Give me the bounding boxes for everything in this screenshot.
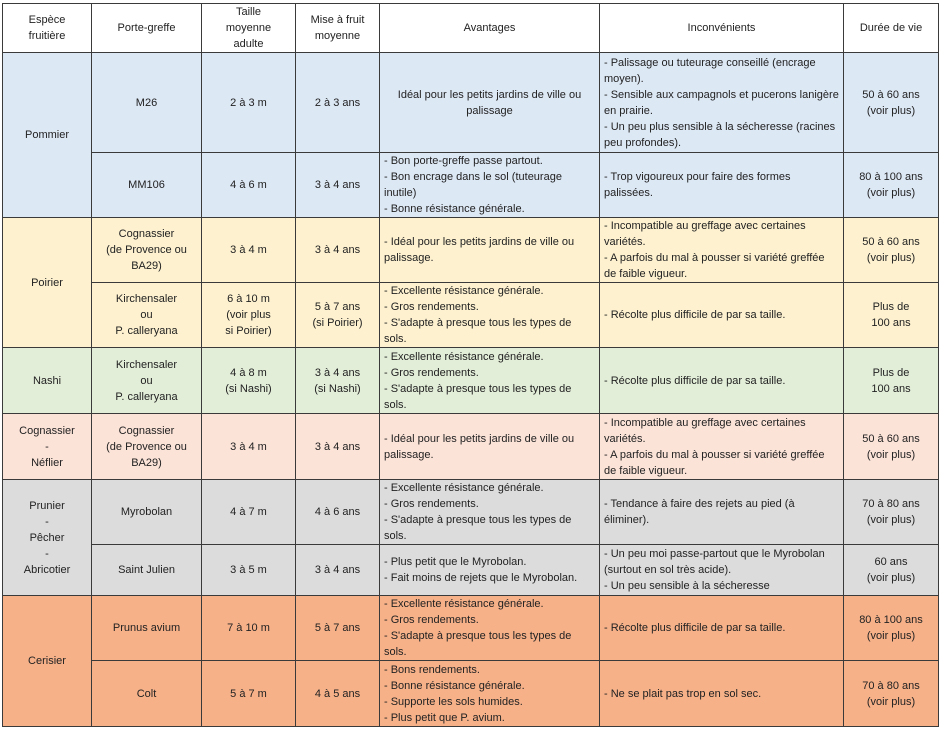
fruiting-cell: 3 à 4 ans (si Nashi) bbox=[296, 348, 380, 414]
advantage-item: - Supporte les sols humides. bbox=[384, 695, 523, 708]
disadvantages-cell bbox=[600, 53, 844, 153]
table-row bbox=[3, 480, 939, 545]
advantage-item: - Excellente résistance générale. bbox=[384, 350, 544, 363]
disadvantage-item: - Un peu sensible à la sécheresse bbox=[604, 580, 770, 592]
fruiting-cell: 4 à 5 ans bbox=[296, 661, 380, 727]
rootstock-cell: M26 bbox=[92, 53, 202, 153]
disadvantage-item: - Récolte plus difficile de par sa taille. bbox=[604, 309, 786, 321]
advantages-cell bbox=[380, 283, 600, 348]
size-cell: 5 à 7 m bbox=[202, 661, 296, 727]
disadvantages-cell bbox=[600, 545, 844, 596]
advantage-item: - Plus petit que le Myrobolan. bbox=[384, 556, 527, 568]
rootstock-cell: Kirchensaler ou P. calleryana bbox=[92, 283, 202, 348]
advantage-item: - Bon encrage dans le sol (tuteurage inutile) bbox=[384, 171, 562, 199]
advantages-cell bbox=[380, 218, 600, 283]
table-row bbox=[3, 153, 939, 218]
disadvantage-item: - Sensible aux campagnols et pucerons lanigère en prairie. bbox=[604, 88, 839, 117]
table-row bbox=[3, 414, 939, 480]
header-fruiting: Mise à fruit moyenne bbox=[296, 4, 380, 53]
advantages-cell bbox=[380, 348, 600, 414]
header-lifespan: Durée de vie bbox=[844, 4, 939, 53]
species-cell: Poirier bbox=[3, 218, 92, 348]
size-cell: 4 à 6 m bbox=[202, 153, 296, 218]
lifespan-cell: 80 à 100 ans (voir plus) bbox=[844, 153, 939, 218]
size-cell: 7 à 10 m bbox=[202, 596, 296, 661]
lifespan-cell: 50 à 60 ans (voir plus) bbox=[844, 53, 939, 153]
table-row bbox=[3, 545, 939, 596]
disadvantage-item: - A parfois du mal à pousser si variété greffée de faible vigueur. bbox=[604, 252, 825, 280]
advantage-item: - Bonne résistance générale. bbox=[384, 679, 525, 692]
lifespan-cell: Plus de 100 ans bbox=[844, 283, 939, 348]
disadvantages-cell bbox=[600, 283, 844, 348]
disadvantage-item: - Incompatible au greffage avec certaines variétés. bbox=[604, 416, 806, 445]
advantage-item: - Gros rendements. bbox=[384, 366, 479, 379]
disadvantage-item: - Ne se plait pas trop en sol sec. bbox=[604, 687, 762, 700]
table-row bbox=[3, 283, 939, 348]
advantage-item: - Excellente résistance générale. bbox=[384, 285, 544, 297]
lifespan-cell: 50 à 60 ans (voir plus) bbox=[844, 218, 939, 283]
table-row bbox=[3, 348, 939, 414]
size-cell: 4 à 7 m bbox=[202, 480, 296, 545]
advantage-item: Idéal pour les petits jardins de ville ou palissage bbox=[397, 88, 582, 117]
disadvantage-item: - Un peu moi passe-partout que le Myrobolan (surtout en sol très acide). bbox=[604, 548, 825, 576]
advantage-item: - Gros rendements. bbox=[384, 614, 479, 626]
size-cell: 6 à 10 m (voir plus si Poirier) bbox=[202, 283, 296, 348]
header-size: Taille moyenne adulte bbox=[202, 4, 296, 53]
disadvantage-item: - Récolte plus difficile de par sa taille. bbox=[604, 622, 786, 634]
size-cell: 3 à 4 m bbox=[202, 414, 296, 480]
disadvantage-item: - Palissage ou tuteurage conseillé (encrage moyen). bbox=[604, 56, 816, 85]
fruiting-cell: 2 à 3 ans bbox=[296, 53, 380, 153]
rootstock-cell: Cognassier (de Provence ou BA29) bbox=[92, 218, 202, 283]
fruiting-cell: 3 à 4 ans bbox=[296, 545, 380, 596]
disadvantages-cell bbox=[600, 348, 844, 414]
table-row bbox=[3, 661, 939, 727]
disadvantages-cell bbox=[600, 414, 844, 480]
header-disadvantages: Inconvénients bbox=[600, 4, 844, 53]
lifespan-cell: 70 à 80 ans (voir plus) bbox=[844, 480, 939, 545]
advantage-item: - Excellente résistance générale. bbox=[384, 598, 544, 610]
advantage-item: - S'adapte à presque tous les types de sols. bbox=[384, 317, 572, 345]
advantage-item: - Gros rendements. bbox=[384, 498, 479, 510]
species-cell: Cognassier - Néflier bbox=[3, 414, 92, 480]
size-cell: 3 à 4 m bbox=[202, 218, 296, 283]
rootstock-cell: Prunus avium bbox=[92, 596, 202, 661]
table-row bbox=[3, 53, 939, 153]
advantages-cell bbox=[380, 53, 600, 153]
fruiting-cell: 5 à 7 ans bbox=[296, 596, 380, 661]
rootstock-cell: Kirchensaler ou P. calleryana bbox=[92, 348, 202, 414]
fruiting-cell: 5 à 7 ans (si Poirier) bbox=[296, 283, 380, 348]
disadvantage-item: - Récolte plus difficile de par sa taille. bbox=[604, 374, 786, 387]
disadvantages-cell bbox=[600, 218, 844, 283]
rootstock-cell: MM106 bbox=[92, 153, 202, 218]
header-advantages: Avantages bbox=[380, 4, 600, 53]
advantages-cell bbox=[380, 153, 600, 218]
disadvantage-item: - Un peu plus sensible à la sécheresse (racines peu profondes). bbox=[604, 120, 836, 149]
disadvantage-item: - Trop vigoureux pour faire des formes palissées. bbox=[604, 171, 791, 199]
species-cell: Prunier - Pêcher - Abricotier bbox=[3, 480, 92, 596]
advantages-cell bbox=[380, 480, 600, 545]
size-cell: 2 à 3 m bbox=[202, 53, 296, 153]
rootstock-cell: Cognassier (de Provence ou BA29) bbox=[92, 414, 202, 480]
lifespan-cell: 50 à 60 ans (voir plus) bbox=[844, 414, 939, 480]
advantage-item: - Bons rendements. bbox=[384, 663, 480, 676]
fruiting-cell: 3 à 4 ans bbox=[296, 414, 380, 480]
disadvantages-cell bbox=[600, 480, 844, 545]
fruiting-cell: 3 à 4 ans bbox=[296, 153, 380, 218]
advantages-cell bbox=[380, 545, 600, 596]
advantages-cell bbox=[380, 596, 600, 661]
disadvantages-cell bbox=[600, 153, 844, 218]
species-cell: Nashi bbox=[3, 348, 92, 414]
advantage-item: - Gros rendements. bbox=[384, 301, 479, 313]
advantage-item: - Idéal pour les petits jardins de ville ou palissage. bbox=[384, 236, 575, 264]
size-cell: 3 à 5 m bbox=[202, 545, 296, 596]
table-body bbox=[3, 53, 939, 727]
lifespan-cell: 80 à 100 ans (voir plus) bbox=[844, 596, 939, 661]
species-cell: Cerisier bbox=[3, 596, 92, 727]
disadvantages-cell bbox=[600, 661, 844, 727]
advantage-item: - Idéal pour les petits jardins de ville ou palissage. bbox=[384, 432, 575, 461]
table-row bbox=[3, 596, 939, 661]
advantage-item: - Bonne résistance générale. bbox=[384, 203, 525, 215]
advantages-cell bbox=[380, 414, 600, 480]
advantage-item: - S'adapte à presque tous les types de sols. bbox=[384, 630, 572, 658]
header-species: Espèce fruitière bbox=[3, 4, 92, 53]
advantage-item: - S'adapte à presque tous les types de sols. bbox=[384, 382, 572, 411]
disadvantages-cell bbox=[600, 596, 844, 661]
rootstock-cell: Myrobolan bbox=[92, 480, 202, 545]
fruiting-cell: 4 à 6 ans bbox=[296, 480, 380, 545]
rootstock-table bbox=[2, 3, 939, 727]
header-rootstock: Porte-greffe bbox=[92, 4, 202, 53]
species-cell: Pommier bbox=[3, 53, 92, 218]
advantage-item: - Excellente résistance générale. bbox=[384, 482, 544, 494]
table-row bbox=[3, 218, 939, 283]
disadvantage-item: - Incompatible au greffage avec certaines variétés. bbox=[604, 220, 806, 248]
lifespan-cell: Plus de 100 ans bbox=[844, 348, 939, 414]
header-row bbox=[3, 4, 939, 53]
advantage-item: - Plus petit que P. avium. bbox=[384, 711, 505, 724]
fruiting-cell: 3 à 4 ans bbox=[296, 218, 380, 283]
lifespan-cell: 70 à 80 ans (voir plus) bbox=[844, 661, 939, 727]
lifespan-cell: 60 ans (voir plus) bbox=[844, 545, 939, 596]
size-cell: 4 à 8 m (si Nashi) bbox=[202, 348, 296, 414]
advantage-item: - Fait moins de rejets que le Myrobolan. bbox=[384, 572, 578, 584]
rootstock-cell: Colt bbox=[92, 661, 202, 727]
rootstock-cell: Saint Julien bbox=[92, 545, 202, 596]
disadvantage-item: - A parfois du mal à pousser si variété greffée de faible vigueur. bbox=[604, 448, 825, 477]
advantage-item: - Bon porte-greffe passe partout. bbox=[384, 155, 543, 167]
disadvantage-item: - Tendance à faire des rejets au pied (à éliminer). bbox=[604, 498, 795, 526]
advantages-cell bbox=[380, 661, 600, 727]
advantage-item: - S'adapte à presque tous les types de sols. bbox=[384, 514, 572, 542]
